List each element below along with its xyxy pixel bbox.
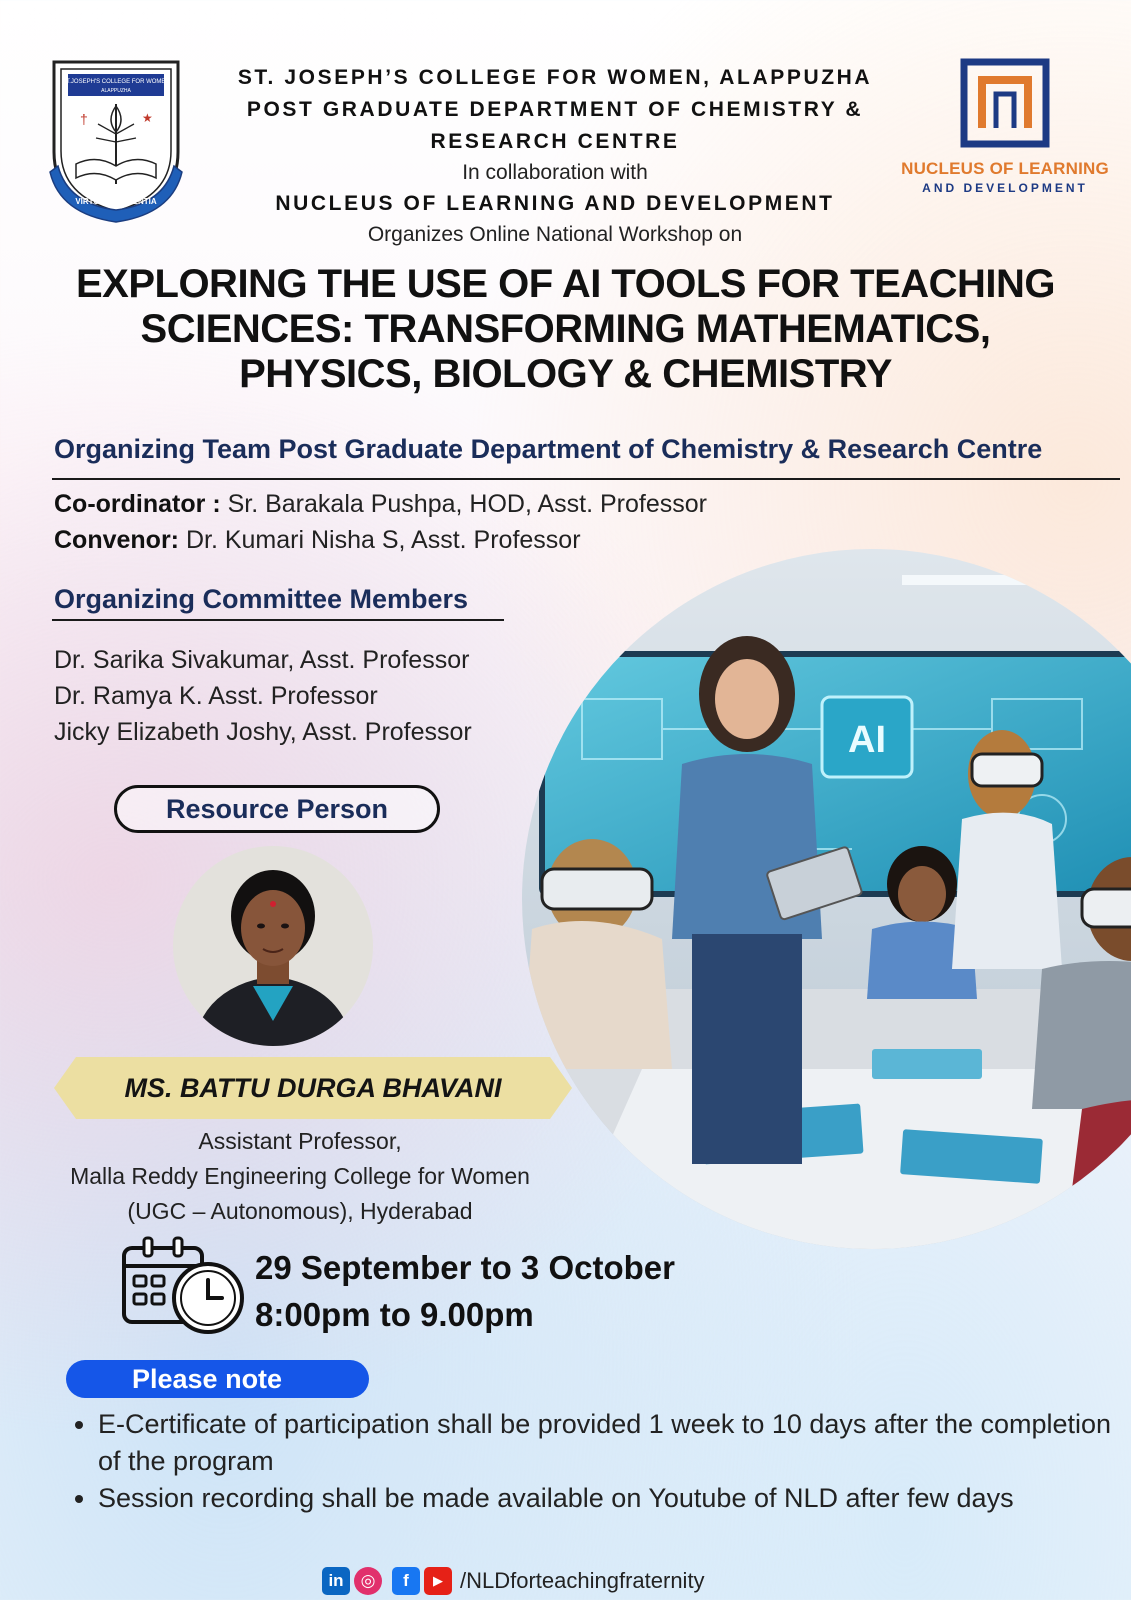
social-handle[interactable]: /NLDforteachingfraternity [460, 1568, 705, 1593]
crest-banner-text: ST.JOSEPH'S COLLEGE FOR WOMEN [62, 79, 170, 85]
title-line1: EXPLORING THE USE OF AI TOOLS FOR TEACHING [75, 262, 1056, 306]
note-item: • Session recording shall be made available on Youtube of NLD after few days [98, 1480, 1131, 1517]
nld-logo-mark [960, 58, 1050, 150]
committee-member: Jicky Elizabeth Joshy, Asst. Professor [54, 718, 472, 746]
resource-person-badge: Resource Person [114, 785, 440, 833]
committee-members [54, 642, 472, 750]
instagram-icon[interactable]: ◎ [354, 1567, 382, 1595]
please-note-pill: Please note [66, 1360, 369, 1398]
workshop-title [40, 262, 1091, 397]
convenor-value: Dr. Kumari Nisha S, Asst. Professor [185, 526, 581, 554]
affiliation-line: Malla Reddy Engineering College for Women [70, 1163, 530, 1189]
schedule-dates: 29 September to 3 October [255, 1249, 675, 1286]
nld-logo [890, 58, 1120, 198]
coordinator-label: Co-ordinator : [54, 490, 221, 518]
youtube-icon[interactable]: ▶ [424, 1567, 452, 1595]
crest-motto: VIRTUS ET SCIENTIA [75, 197, 157, 206]
note-list [66, 1406, 1131, 1517]
committee-heading: Organizing Committee Members [54, 584, 469, 614]
college-name: ST. JOSEPH’S COLLEGE FOR WOMEN, ALAPPUZHA [237, 66, 873, 89]
svg-text:†: † [80, 111, 88, 127]
committee-divider [52, 619, 504, 621]
department-line2: RESEARCH CENTRE [430, 130, 680, 153]
crest-banner-sub: ALAPPUZHA [101, 88, 131, 94]
hero-screen-ai-text: AI [848, 719, 886, 761]
committee-member: Dr. Ramya K. Asst. Professor [54, 682, 378, 710]
convenor-line [54, 526, 581, 555]
resource-person-photo [173, 846, 373, 1046]
schedule-time: 8:00pm to 9.00pm [255, 1296, 534, 1333]
resource-person-name: MS. BATTU DURGA BHAVANI [124, 1073, 502, 1103]
affiliation-line: Assistant Professor, [198, 1128, 402, 1154]
schedule-block [255, 1244, 675, 1338]
convenor-label: Convenor: [54, 526, 179, 554]
organizes-text: Organizes Online National Workshop on [367, 223, 743, 246]
college-crest-logo [46, 54, 186, 224]
organizing-team-heading: Organizing Team Post Graduate Department of Chemistry & Research Centre [54, 434, 1043, 464]
nld-logo-name: NUCLEUS OF LEARNING [901, 159, 1109, 178]
partner-name: NUCLEUS OF LEARNING AND DEVELOPMENT [275, 192, 835, 215]
svg-text:★: ★ [142, 111, 153, 125]
title-line3: PHYSICS, BIOLOGY & CHEMISTRY [239, 352, 892, 396]
coordinator-line [54, 490, 707, 519]
header-block [200, 62, 910, 250]
calendar-clock-icon [120, 1236, 246, 1336]
social-links [322, 1565, 705, 1597]
note-item: • E-Certificate of participation shall be provided 1 week to 10 days after the completion of the program [98, 1406, 1131, 1480]
linkedin-icon[interactable]: in [322, 1567, 350, 1595]
nld-logo-sub: AND DEVELOPMENT [922, 181, 1088, 195]
department-line1: POST GRADUATE DEPARTMENT OF CHEMISTRY & [246, 98, 864, 121]
affiliation-line: (UGC – Autonomous), Hyderabad [127, 1198, 473, 1224]
committee-member: Dr. Sarika Sivakumar, Asst. Professor [54, 646, 470, 674]
team-divider [52, 478, 1120, 480]
title-line2: SCIENCES: TRANSFORMING MATHEMATICS, [140, 307, 991, 351]
resource-person-affiliation [0, 1124, 600, 1229]
coordinator-value: Sr. Barakala Pushpa, HOD, Asst. Professor [227, 490, 707, 518]
classroom-hero-image [522, 549, 1131, 1249]
collab-text: In collaboration with [462, 161, 648, 184]
facebook-icon[interactable]: f [392, 1567, 420, 1595]
